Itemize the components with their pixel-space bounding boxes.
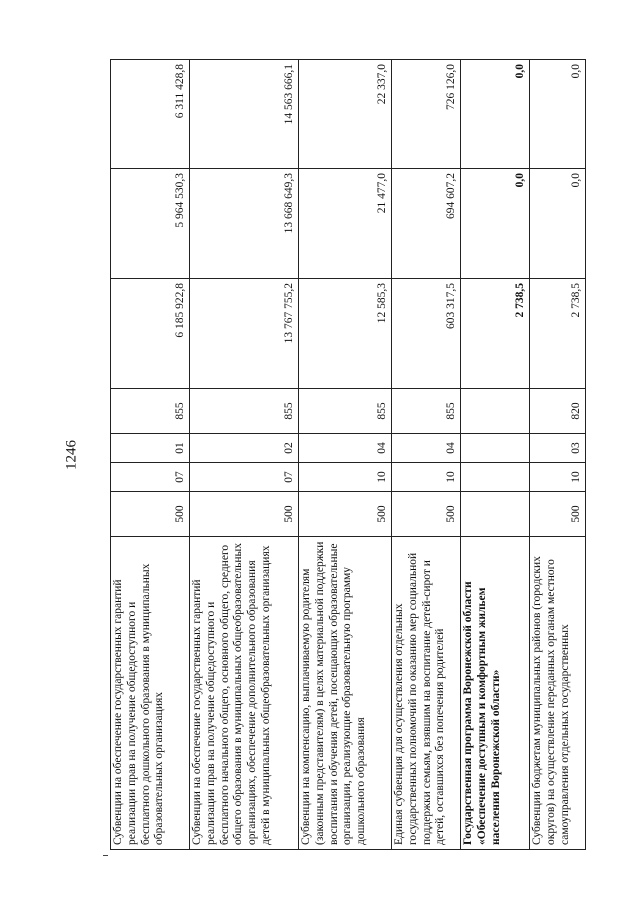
row-description: Единая субвенция для осуществления отдельных государственных полномочий по оказанию мер социальной поддержки семьям, взявшим на воспитание детей-сирот и детей, оставшихся без попечения родителей xyxy=(392,537,461,850)
subsection-code-cell: 02 xyxy=(190,434,299,463)
amount-year1-cell: 2 738,5 xyxy=(530,279,586,389)
expense-type-cell: 855 xyxy=(392,389,461,434)
admin-code-cell: 500 xyxy=(299,492,392,537)
table-row xyxy=(299,60,392,850)
section-code-cell xyxy=(461,463,530,492)
amount-year2-cell: 13 668 649,3 xyxy=(190,169,299,279)
amount-year2-cell: 0,0 xyxy=(461,169,530,279)
amount-year3-cell: 22 337,0 xyxy=(299,60,392,169)
admin-code-cell xyxy=(461,492,530,537)
margin-mark xyxy=(103,855,108,856)
section-code-cell: 10 xyxy=(530,463,586,492)
subsection-code-cell: 01 xyxy=(111,434,190,463)
row-description: Субвенции на компенсацию, выплачиваемую родителям (законным представителям) в целях материальной поддержки воспитания и обучения детей, посещающих образовательные организации, реализующие образовательную программу дошкольного образования xyxy=(299,537,392,850)
amount-year3-cell: 0,0 xyxy=(530,60,586,169)
amount-year2-cell: 0,0 xyxy=(530,169,586,279)
budget-table xyxy=(110,59,586,850)
expense-type-cell xyxy=(461,389,530,434)
subsection-code-cell xyxy=(461,434,530,463)
row-description: Государственная программа Воронежской области «Обеспечение доступным и комфортным жильем населения Воронежской области» xyxy=(461,537,530,850)
amount-year3-cell: 6 311 428,8 xyxy=(111,60,190,169)
section-code-cell: 07 xyxy=(111,463,190,492)
table-row-program-heading xyxy=(461,60,530,850)
amount-year2-cell: 5 964 530,3 xyxy=(111,169,190,279)
subsection-code-cell: 03 xyxy=(530,434,586,463)
subsection-code-cell: 04 xyxy=(392,434,461,463)
expense-type-cell: 820 xyxy=(530,389,586,434)
table-row xyxy=(530,60,586,850)
section-code-cell: 10 xyxy=(392,463,461,492)
row-description: Субвенции на обеспечение государственных гарантий реализации прав на получение общедоступного и бесплатного дошкольного образования в муниципальных образовательных организациях xyxy=(111,537,190,850)
amount-year1-cell: 12 585,3 xyxy=(299,279,392,389)
admin-code-cell: 500 xyxy=(530,492,586,537)
expense-type-cell: 855 xyxy=(190,389,299,434)
amount-year2-cell: 21 477,0 xyxy=(299,169,392,279)
row-description: Субвенции бюджетам муниципальных районов (городских округов) на осуществление переданных органам местного самоуправления отдельных государственных xyxy=(530,537,586,850)
amount-year1-cell: 13 767 755,2 xyxy=(190,279,299,389)
amount-year1-cell: 2 738,5 xyxy=(461,279,530,389)
expense-type-cell: 855 xyxy=(111,389,190,434)
amount-year1-cell: 6 185 922,8 xyxy=(111,279,190,389)
admin-code-cell: 500 xyxy=(190,492,299,537)
subsection-code-cell: 04 xyxy=(299,434,392,463)
table-row xyxy=(190,60,299,850)
page-number-text: 1246 xyxy=(63,440,80,470)
admin-code-cell: 500 xyxy=(111,492,190,537)
rotated-table-wrapper xyxy=(110,60,585,850)
section-code-cell: 07 xyxy=(190,463,299,492)
section-code-cell: 10 xyxy=(299,463,392,492)
amount-year2-cell: 694 607,2 xyxy=(392,169,461,279)
amount-year3-cell: 14 563 666,1 xyxy=(190,60,299,169)
table-row xyxy=(392,60,461,850)
amount-year3-cell: 726 126,0 xyxy=(392,60,461,169)
amount-year3-cell: 0,0 xyxy=(461,60,530,169)
amount-year1-cell: 603 317,5 xyxy=(392,279,461,389)
expense-type-cell: 855 xyxy=(299,389,392,434)
admin-code-cell: 500 xyxy=(392,492,461,537)
table-row xyxy=(111,60,190,850)
row-description: Субвенции на обеспечение государственных гарантий реализации прав на получение общедоступного и бесплатного начального общего, основного общего, среднего общего образования в муниципальных общеобразовательных организациях, обеспечение дополнительного образования детей в муниципальных общеобразовательных организациях xyxy=(190,537,299,850)
page-number xyxy=(62,440,82,470)
budget-table-host xyxy=(110,60,585,850)
